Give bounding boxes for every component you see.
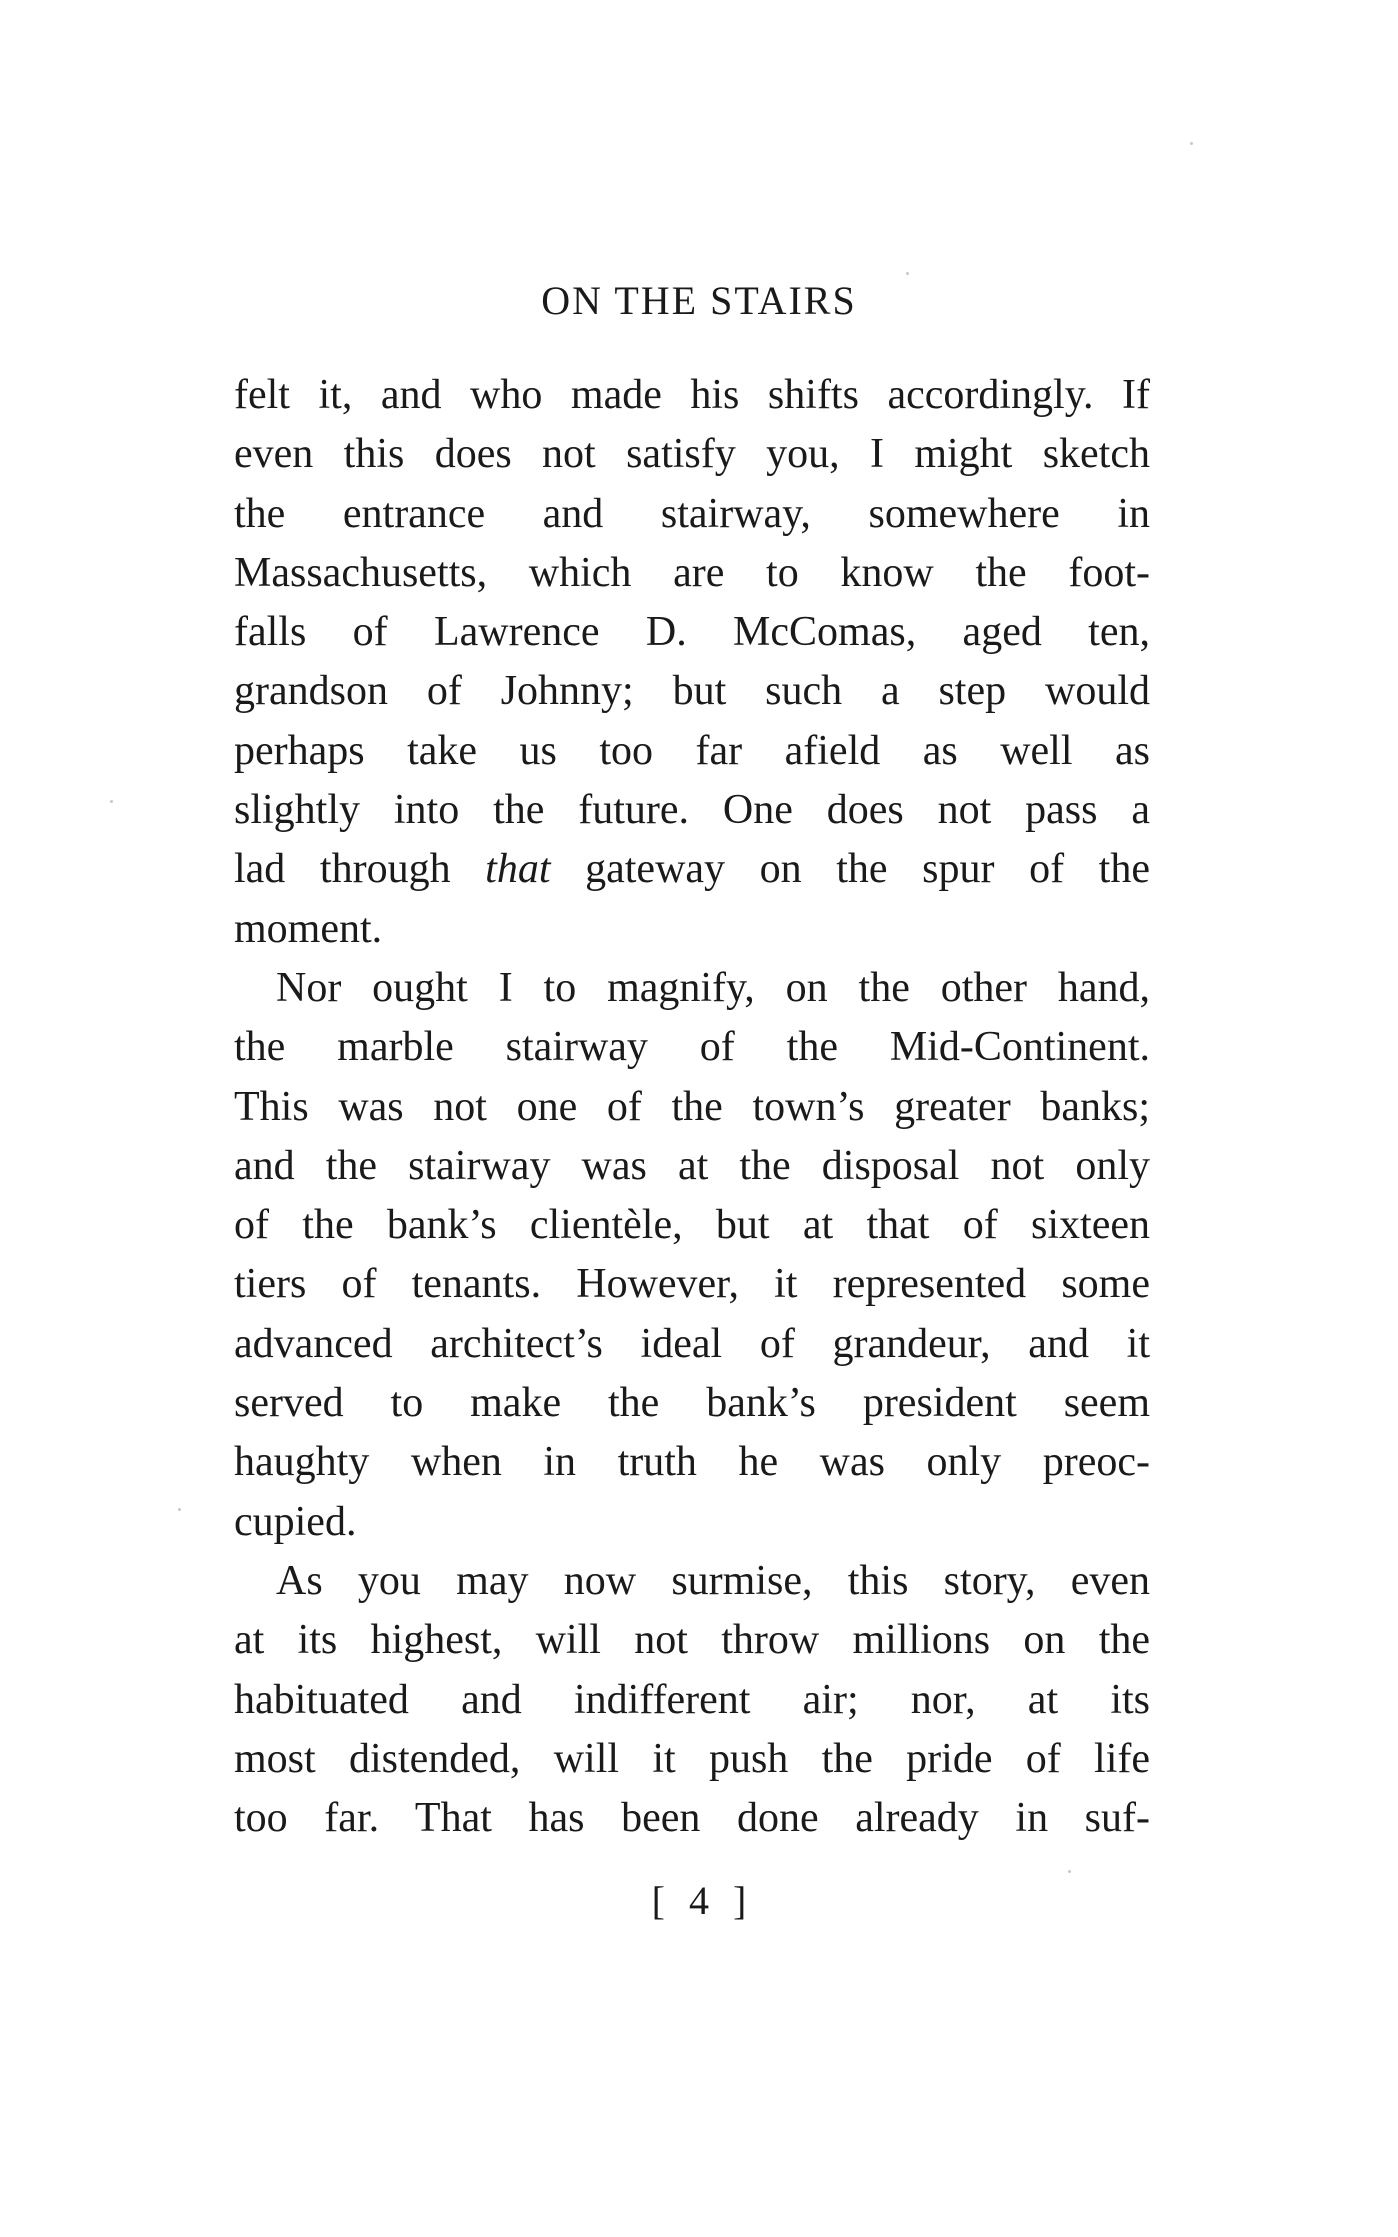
text-line: served to make the bank’s president seem bbox=[234, 1380, 1150, 1427]
italic-word: that bbox=[485, 846, 551, 893]
scan-speck bbox=[110, 800, 113, 803]
text-line: and the stairway was at the disposal not only bbox=[234, 1142, 1150, 1189]
text-line: too far. That has been done already in suf- bbox=[234, 1795, 1150, 1842]
text-line: felt it, and who made his shifts accordingly. If bbox=[234, 372, 1150, 418]
text-line: grandson of Johnny; but such a step would bbox=[234, 668, 1150, 715]
text-line: Massachusetts, which are to know the foot- bbox=[234, 549, 1150, 596]
paragraph bbox=[234, 1552, 1150, 1848]
body-text bbox=[234, 366, 1150, 1848]
scan-speck bbox=[1068, 1870, 1071, 1873]
paragraph bbox=[234, 366, 1150, 959]
text-line: tiers of tenants. However, it represented some bbox=[234, 1261, 1150, 1308]
paragraph bbox=[234, 959, 1150, 1552]
scan-speck bbox=[178, 1508, 181, 1511]
text-line: slightly into the future. One does not pass a bbox=[234, 787, 1150, 834]
text-line: the marble stairway of the Mid-Continent. bbox=[234, 1024, 1150, 1071]
text-line: even this does not satisfy you, I might sketch bbox=[234, 431, 1150, 478]
text-line: perhaps take us too far afield as well as bbox=[234, 727, 1150, 774]
text-line: most distended, will it push the pride of life bbox=[234, 1735, 1150, 1782]
running-head: ON THE STAIRS bbox=[541, 278, 857, 323]
scan-speck bbox=[906, 272, 909, 275]
scan-speck bbox=[1190, 142, 1193, 145]
text-line: haughty when in truth he was only preoc- bbox=[234, 1439, 1150, 1486]
text-line: This was not one of the town’s greater banks; bbox=[234, 1083, 1150, 1130]
text-line: As you may now surmise, this story, even bbox=[276, 1557, 1150, 1604]
text-line: moment. bbox=[234, 905, 383, 952]
page-number: [ 4 ] bbox=[651, 1878, 747, 1923]
text-line: the entrance and stairway, somewhere in bbox=[234, 490, 1150, 537]
text-line: at its highest, will not throw millions on the bbox=[234, 1617, 1150, 1664]
text-line: of the bank’s clientèle, but at that of sixteen bbox=[234, 1202, 1150, 1249]
text-line: Nor ought I to magnify, on the other hand, bbox=[276, 964, 1150, 1011]
text-line: falls of Lawrence D. McComas, aged ten, bbox=[234, 609, 1150, 656]
text-line: habituated and indifferent air; nor, at its bbox=[234, 1676, 1150, 1723]
text-line-with-italic: lad through that gateway on the spur of the bbox=[234, 846, 1150, 893]
text-line: advanced architect’s ideal of grandeur, and it bbox=[234, 1320, 1150, 1367]
text-line: cupied. bbox=[234, 1498, 357, 1545]
